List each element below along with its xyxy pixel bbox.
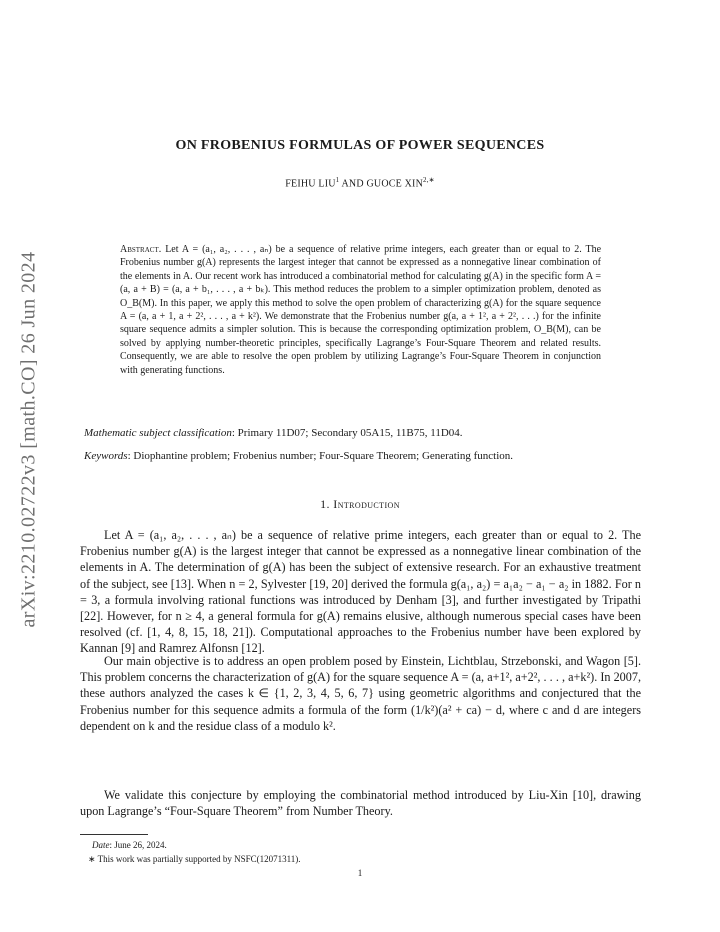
paper-title: ON FROBENIUS FORMULAS OF POWER SEQUENCES xyxy=(175,138,545,153)
abstract xyxy=(120,243,601,377)
intro-paragraph-3: We validate this conjecture by employing the combinatorial method introduced by Liu-Xin [10], drawing upon Lagrange’s “Four-Square Theorem” from Number Theory. xyxy=(80,788,641,819)
footnote-date-text: : June 26, 2024. xyxy=(109,840,167,850)
keywords xyxy=(84,450,644,462)
keywords-label: Keywords xyxy=(84,450,128,462)
msc-label: Mathematic subject classification xyxy=(84,427,232,439)
author-1: FEIHU LIU xyxy=(285,178,336,190)
abstract-label: Abstract. xyxy=(120,244,162,255)
intro-paragraph-2: Our main objective is to address an open problem posed by Einstein, Lichtblau, Strzebonski, and Wagon [5]. This problem concerns the characterization of g(A) for the square sequence A = (a, a+1², a+2², . . . , a+k²). In 2007, these authors analyzed the cases k ∈ {1, 2, 3, 4, 5, 6, 7} using geometric algorithms and conjectured that the Frobenius number for this sequence admits a formula of the form (1/k²)(a² + ca) − d, where c and d are integers dependent on k and the residue class of a modulo k². xyxy=(80,654,641,733)
arxiv-stamp xyxy=(14,236,44,642)
arxiv-stamp-text: arXiv:2210.02722v3 [math.CO] 26 Jun 2024 xyxy=(17,251,40,627)
author-line xyxy=(0,176,720,189)
author-1-mark: 1 xyxy=(335,176,340,184)
footnote-support: ∗ This work was partially supported by NSFC(12071311). xyxy=(88,854,301,864)
section-heading: 1. Introduction xyxy=(320,497,400,511)
author-2: GUOCE XIN xyxy=(366,178,424,190)
intro-paragraph-1: Let A = (a₁, a₂, . . . , aₙ) be a sequence of relative prime integers, each greater than or equal to 2. The Frobenius number g(A) is the largest integer that cannot be expressed as a nonnegative linear combination of the elements in A. The determination of g(A) has been the subject of extensive research. For an exhaustive treatment of the subject, see [13]. When n = 2, Sylvester [19, 20] derived the formula g(a₁, a₂) = a₁a₂ − a₁ − a₂ in 1882. For n = 3, a formula involving rational functions was introduced by Denham [3], and further investigated by Tripathi [22]. However, for n ≥ 4, a general formula for g(A) remains elusive, although numerous special cases have been resolved (cf. [1, 4, 8, 15, 18, 21]). Computational approaches to the Frobenius number have been explored by Kannan [9] and Ramrez Alfonsn [12]. xyxy=(80,528,641,656)
subject-classification xyxy=(84,427,644,439)
author-connector: AND xyxy=(339,178,367,190)
keywords-text: : Diophantine problem; Frobenius number; Four-Square Theorem; Generating function. xyxy=(127,450,514,462)
msc-text: : Primary 11D07; Secondary 05A15, 11B75, 11D04. xyxy=(231,427,463,439)
author-2-mark: 2,∗ xyxy=(423,176,435,184)
footnote-date xyxy=(92,840,167,850)
page-number: 1 xyxy=(357,868,363,878)
footnote-divider xyxy=(80,834,148,835)
footnote-date-label: Date xyxy=(92,840,110,850)
abstract-text: Let A = (a₁, a₂, . . . , aₙ) be a sequence of relative prime integers, each greater than or equal to 2. The Frobenius number g(A) represents the largest integer that cannot be expressed as a nonnegative linear combination of the elements in A. Our recent work has introduced a combinatorial method for calculating g(A) in the specific form A = (a, a + B) = (a, a + b₁, . . . , a + bₖ). This method reduces the problem to a simpler optimization problem, denoted as O_B(M). In this paper, we apply this method to solve the open problem of characterizing g(A) for the square sequence A = (a, a + 1, a + 2², . . . , a + k²). We demonstrate that the Frobenius number g(a, a + 1², a + 2², . . .) for the infinite square sequence admits a simpler solution. This is because the corresponding optimization problem, O_B(M), can be solved by applying number-theoretic principles, specifically Lagrange’s Four-Square Theorem and related results. Consequently, we are able to resolve the open problem by utilizing Lagrange’s Four-Square Theorem in conjunction with generating functions. xyxy=(120,244,602,376)
